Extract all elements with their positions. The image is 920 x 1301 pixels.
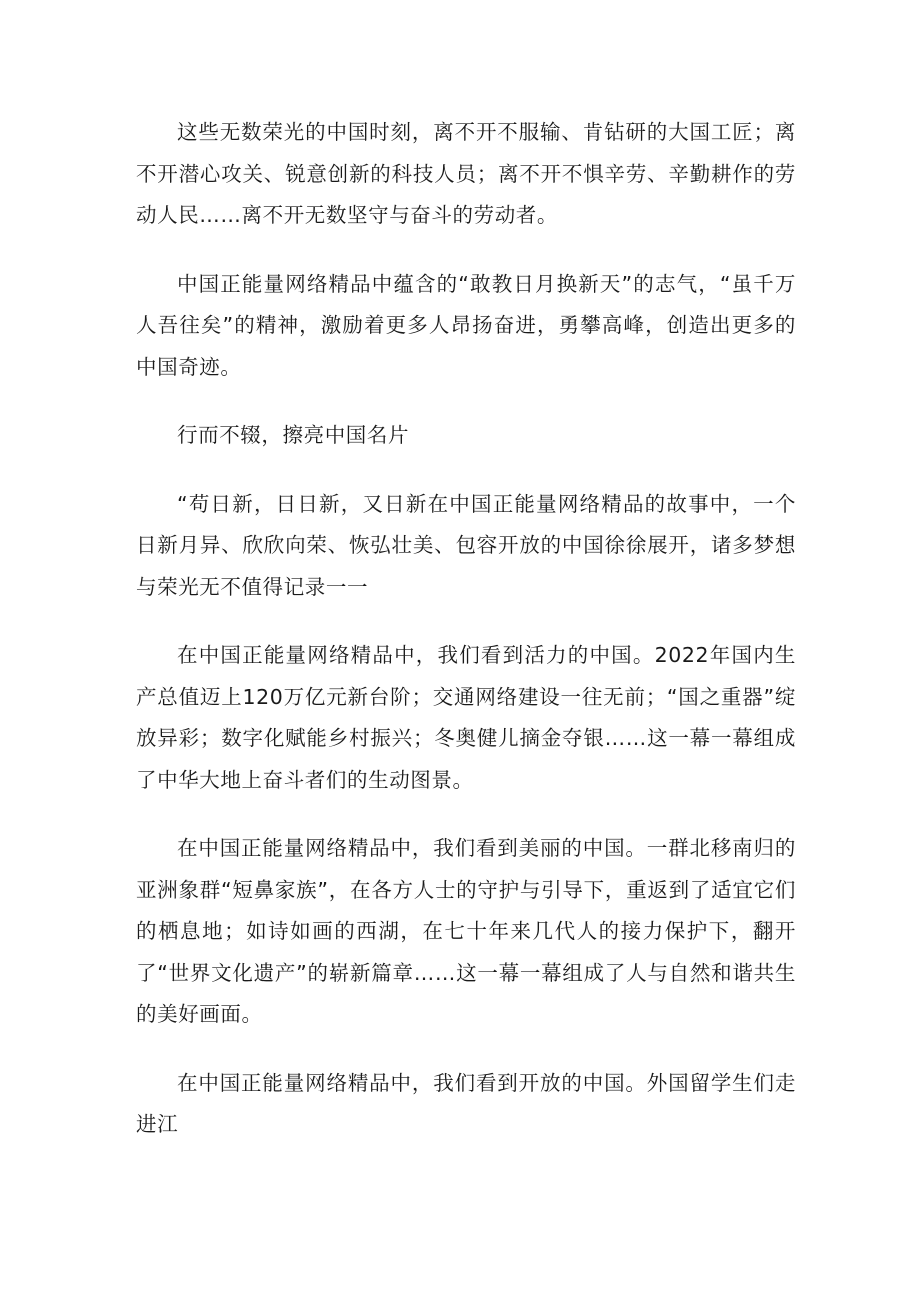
paragraph-beauty: 在中国正能量网络精品中，我们看到美丽的中国。一群北移南归的亚洲象群“短鼻家族”，在各方人士的守护与引导下，重返到了适宜它们的栖息地；如诗如画的西湖，在七十年来几代人的接力保护下，翻开了“世界文化遗产”的崭新篇章……这一幕一幕组成了人与自然和谐共生的美好画面。 bbox=[136, 836, 796, 1026]
paragraph-vitality: 在中国正能量网络精品中，我们看到活力的中国。2022年国内生产总值迈上120万亿元新台阶；交通网络建设一往无前；“国之重器”绽放异彩；数字化赋能乡村振兴；冬奥健儿摘金夺银……这一幕一幕组成了中华大地上奋斗者们的生动图景。 bbox=[136, 643, 796, 792]
document-body bbox=[136, 112, 796, 1173]
section-heading: 行而不辍，擦亮中国名片 bbox=[177, 423, 410, 447]
paragraph-quote: “苟日新，日日新，又日新在中国正能量网络精品的故事中，一个日新月异、欣欣向荣、恢弘壮美、包容开放的中国徐徐展开，诸多梦想与荣光无不值得记录一一 bbox=[136, 491, 796, 599]
paragraph-spirit: 中国正能量网络精品中蕴含的“敢教日月换新天”的志气，“虽千万人吾往矣”的精神，激励着更多人昂扬奋进，勇攀高峰，创造出更多的中国奇迹。 bbox=[136, 271, 796, 379]
paragraph-craftsmen: 这些无数荣光的中国时刻，离不开不服输、肯钻研的大国工匠；离不开潜心攻关、锐意创新的科技人员；离不开不惧辛劳、辛勤耕作的劳动人民……离不开无数坚守与奋斗的劳动者。 bbox=[136, 120, 796, 227]
paragraph-openness: 在中国正能量网络精品中，我们看到开放的中国。外国留学生们走进江 bbox=[136, 1070, 796, 1136]
